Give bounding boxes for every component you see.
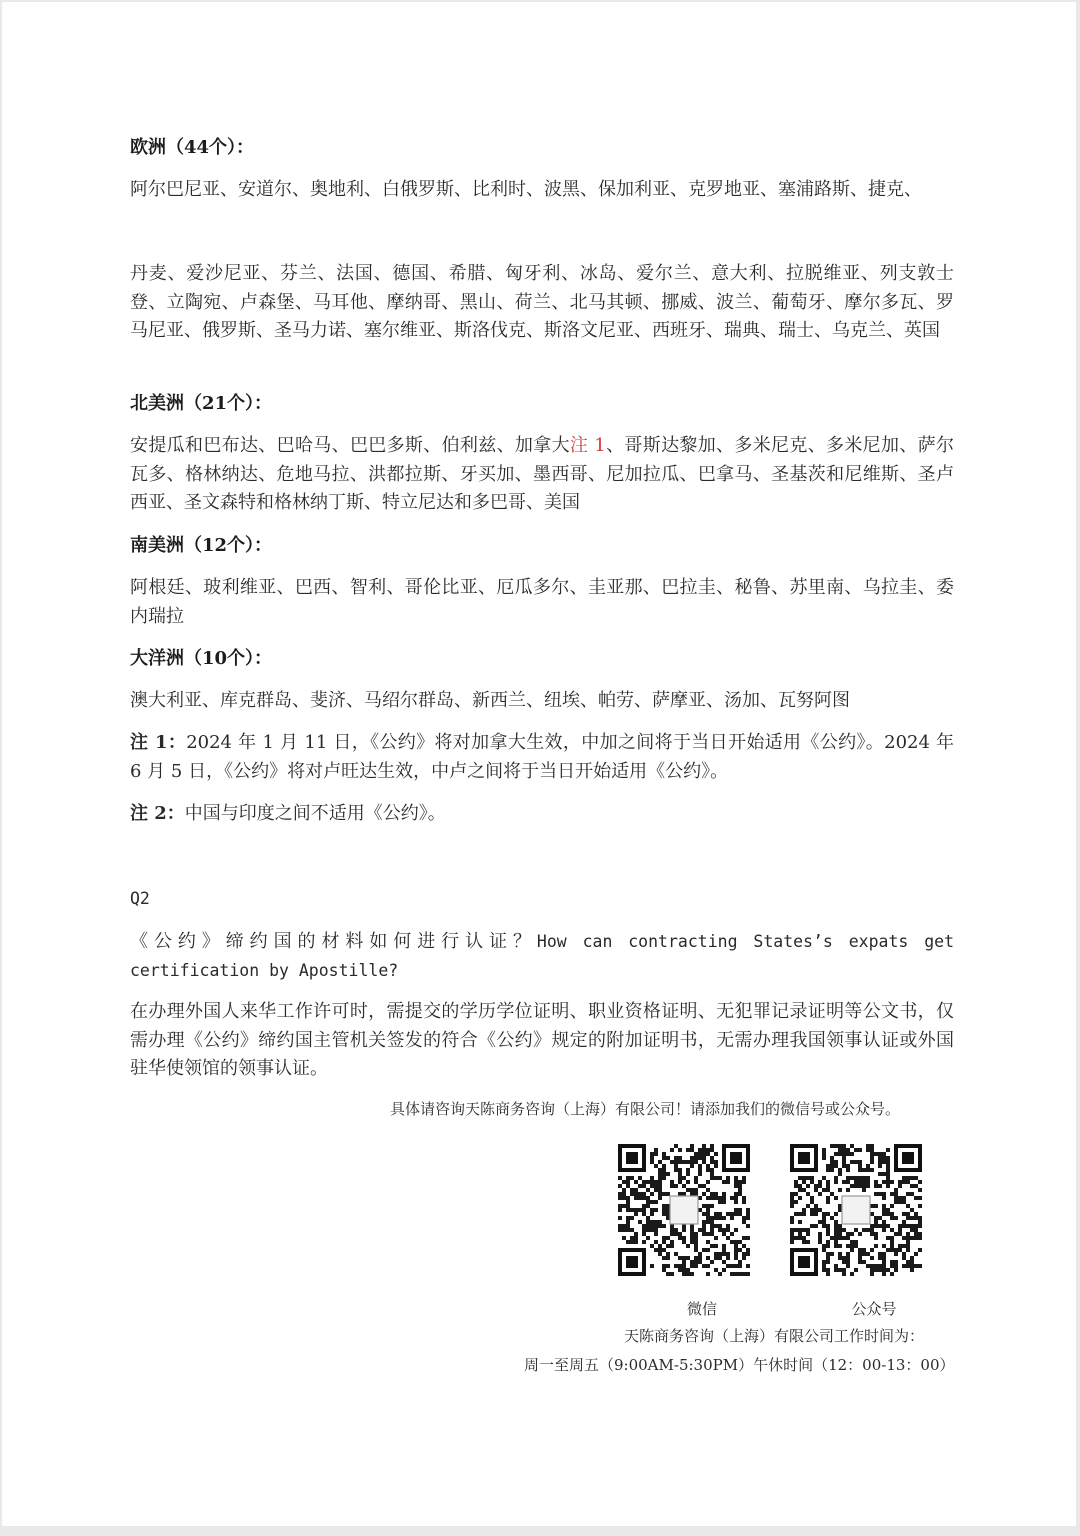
working-hours-title: 天陈商务咨询（上海）有限公司工作时间为：	[624, 1327, 925, 1345]
oceania-countries: 澳大利亚、库克群岛、斐济、马绍尔群岛、新西兰、纽埃、帕劳、萨摩亚、汤加、瓦努阿图	[130, 690, 850, 711]
q2-question-en: How can contracting States’s expats get certification by Apostille?	[130, 932, 955, 980]
working-hours-text: 周一至周五（9:00AM-5:30PM）午休时间（12：00-13：00）	[524, 1356, 955, 1374]
note-2-text: 中国与印度之间不适用《公约》。	[184, 803, 446, 824]
q2-question-cn: 《公约》缔约国的材料如何进行认证？	[130, 931, 537, 952]
europe-heading: 欧洲（44个）：	[130, 137, 255, 158]
official-account-qr-caption: 公众号	[851, 1300, 897, 1318]
north-america-countries	[130, 432, 954, 518]
europe-countries-line1: 阿尔巴尼亚、安道尔、奥地利、白俄罗斯、比利时、波黑、保加利亚、克罗地亚、塞浦路斯、捷克、	[130, 179, 922, 200]
south-america-countries: 阿根廷、玻利维亚、巴西、智利、哥伦比亚、厄瓜多尔、圭亚那、巴拉圭、秘鲁、苏里南、乌拉圭、委内瑞拉	[130, 577, 954, 627]
note-1-label: 注 1：	[130, 732, 187, 753]
north-america-heading: 北美洲（21个）：	[130, 393, 273, 414]
north-america-countries-part1: 安提瓜和巴布达、巴哈马、巴巴多斯、伯利兹、加拿大	[130, 435, 570, 456]
note-1-reference: 注 1	[569, 435, 606, 456]
q2-answer: 在办理外国人来华工作许可时，需提交的学历学位证明、职业资格证明、无犯罪记录证明等公文书，仅需办理《公约》缔约国主管机关签发的符合《公约》规定的附加证明书，无需办理我国领事认证或外国驻华使领馆的领事认证。	[130, 1001, 954, 1079]
europe-countries-rest: 丹麦、爱沙尼亚、芬兰、法国、德国、希腊、匈牙利、冰岛、爱尔兰、意大利、拉脱维亚、列支敦士登、立陶宛、卢森堡、马耳他、摩纳哥、黑山、荷兰、北马其顿、挪威、波兰、葡萄牙、摩尔多瓦、罗马尼亚、俄罗斯、圣马力诺、塞尔维亚、斯洛伐克、斯洛文尼亚、西班牙、瑞典、瑞士、乌克兰、英国	[130, 263, 954, 341]
note-1	[130, 729, 954, 786]
contact-intro: 具体请咨询天陈商务咨询（上海）有限公司！请添加我们的微信号或公众号。	[390, 1100, 901, 1118]
north-america-countries-part2: 、哥斯达黎加、多米尼克、多米尼加、萨尔瓦多、格林纳达、危地马拉、洪都拉斯、牙买加、墨西哥、尼加拉瓜、巴拿马、圣基茨和尼维斯、圣卢西亚、圣文森特和格林纳丁斯、特立尼达和多巴哥、美国	[130, 435, 955, 513]
note-2-label: 注 2：	[130, 803, 185, 824]
note-2	[130, 800, 954, 829]
south-america-heading: 南美洲（12个）：	[130, 535, 273, 556]
official-account-qr-code[interactable]	[786, 1142, 926, 1278]
oceania-heading: 大洋洲（10个）：	[130, 648, 273, 669]
wechat-qr-caption: 微信	[686, 1300, 717, 1318]
wechat-qr-code[interactable]	[614, 1142, 754, 1278]
note-1-text: 2024 年 1 月 11 日，《公约》将对加拿大生效，中加之间将于当日开始适用《公约》。2024 年 6 月 5 日，《公约》将对卢旺达生效，中卢之间将于当日开始适用《公约》。	[130, 732, 954, 782]
q2-label: Q2	[130, 889, 150, 908]
q2-question	[130, 928, 954, 985]
document-page	[2, 2, 1076, 1526]
